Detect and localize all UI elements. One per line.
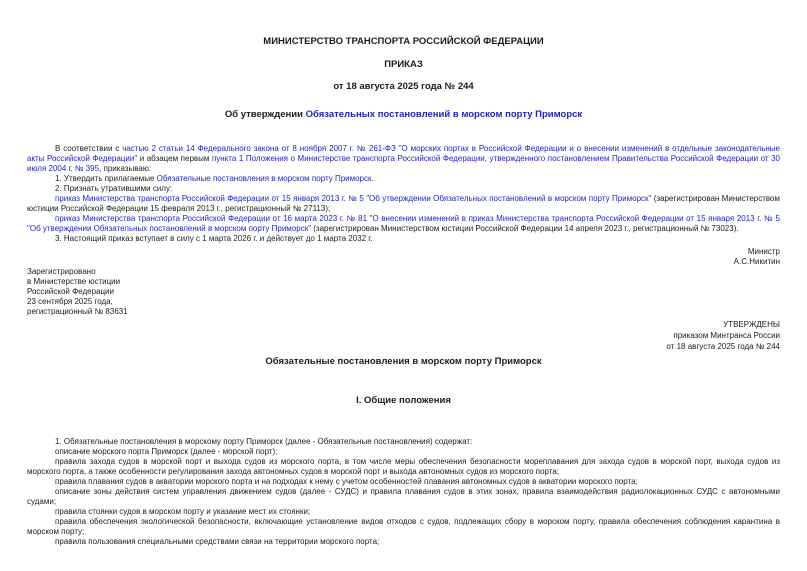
- provision-paragraph: правила пользования специальными средствами связи на территории морского порта;: [55, 537, 380, 546]
- text-run: .: [371, 174, 374, 183]
- registration-line: Российской Федерации: [27, 287, 114, 296]
- doc-link[interactable]: приказ Министерства транспорта Российской Федерации от 16 марта 2023 г. № 81 "О внесении изменений в приказ Министерства транспорта Российской Федерации от 15 января 2013 г. № 5 "Об утверждении Обязательных постановлений в морском порту Приморск": [27, 214, 780, 233]
- approval-line: приказом Минтранса России: [673, 331, 780, 340]
- signature-name: А.С.Никитин: [733, 257, 780, 266]
- text-run: и абзацем первым: [137, 154, 212, 163]
- provision-paragraph: правила захода судов в морской порт и выхода судов из морского порта, в том числе меры обеспечения безопасности мореплавания для захода судов в морской порт, выхода судов из морского порта, а также особенности регулирования захода автономных судов в морской порт и выхода автономных судов из морского порта;: [27, 457, 780, 476]
- order-body: [27, 144, 780, 244]
- doc-link[interactable]: Обязательных постановлений в морском порту Приморск: [305, 109, 583, 120]
- document-date-number: от 18 августа 2025 года № 244: [333, 81, 474, 92]
- ministry-title: МИНИСТЕРСТВО ТРАНСПОРТА РОССИЙСКОЙ ФЕДЕРАЦИИ: [263, 36, 544, 47]
- text-run: Об утверждении: [224, 109, 306, 120]
- provision-paragraph: описание морского порта Приморск (далее - морской порт);: [55, 447, 278, 456]
- provision-paragraph: правила обеспечения экологической безопасности, включающие установление видов отходов с судов, подлежащих сбору в морском порту, правила обеспечения соблюдения карантина в морском порту;: [27, 517, 780, 536]
- approval-line: от 18 августа 2025 года № 244: [666, 342, 780, 351]
- text-run: В соответствии с: [55, 144, 123, 153]
- provision-paragraph: описание зоны действия систем управления движением судов (далее - СУДС) и правила плавания судов в этих зонах, правила взаимодействия радиолокационных СУДС с автономными судами;: [27, 487, 780, 506]
- registration-line: Зарегистрировано: [27, 267, 96, 276]
- text-run: , приказываю:: [99, 164, 152, 173]
- chapter-heading: I. Общие положения: [356, 395, 451, 406]
- revoked-order-2: [27, 214, 780, 234]
- text-run: 2. Признать утратившими силу:: [55, 184, 173, 193]
- general-provisions: [27, 437, 780, 547]
- registration-line: регистрационный № 83631: [27, 307, 128, 316]
- document-subject: [27, 109, 780, 120]
- preamble-paragraph: [27, 144, 780, 174]
- text-run: 3. Настоящий приказ вступает в силу с 1 марта 2026 г. и действует до 1 марта 2032 г.: [55, 234, 373, 243]
- provision-paragraph: правила стоянки судов в морском порту и указание мест их стоянки;: [55, 507, 311, 516]
- order-item-3: [27, 234, 780, 244]
- registration-line: 23 сентября 2025 года,: [27, 297, 113, 306]
- doc-link[interactable]: приказ Министерства транспорта Российской Федерации от 15 января 2013 г. № 5 "Об утверждении Обязательных постановлений в морском порту Приморск": [55, 194, 652, 203]
- approval-block: [27, 319, 780, 352]
- text-run: 1. Утвердить прилагаемые: [55, 174, 157, 183]
- registration-block: [27, 267, 780, 317]
- doc-link[interactable]: частью 2 статьи 14 Федерального закона от 8 ноября 2007 г. № 261-ФЗ "О морских портах в Российской Федерации и о внесении изменений в отдельные законодательные акты Российской Федерации": [27, 144, 781, 163]
- signature-block: [27, 247, 780, 267]
- approval-line: УТВЕРЖДЕНЫ: [723, 320, 780, 329]
- doc-link[interactable]: Обязательные постановления в морском порту Приморск: [156, 174, 372, 183]
- order-item-1: [27, 174, 780, 184]
- text-run: (зарегистрирован Министерством юстиции Российской Федерации 14 апреля 2023 г., регистрационный № 73023).: [311, 224, 739, 233]
- text-run: (зарегистрирован Министерством юстиции Российской Федерации 15 февраля 2013 г., регистрационный № 27113);: [27, 194, 781, 213]
- regulations-title: Обязательные постановления в морском порту Приморск: [265, 356, 542, 367]
- order-item-2: [27, 184, 780, 194]
- doc-link[interactable]: пункта 1 Положения о Министерстве транспорта Российской Федерации, утвержденного постановлением Правительства Российской Федерации от 30 июля 2004 г. № 395: [27, 154, 780, 173]
- provision-paragraph: правила плавания судов в акватории морского порта и на подходах к нему с учетом особенностей плавания автономных судов в акватории морского порта;: [55, 477, 638, 486]
- provision-paragraph: 1. Обязательные постановления в морскому порту Приморск (далее - Обязательные постановления) содержат:: [55, 437, 473, 446]
- revoked-order-1: [27, 194, 780, 214]
- document-type-heading: ПРИКАЗ: [384, 59, 423, 70]
- signature-position: Министр: [747, 247, 780, 256]
- registration-line: в Министерстве юстиции: [27, 277, 121, 286]
